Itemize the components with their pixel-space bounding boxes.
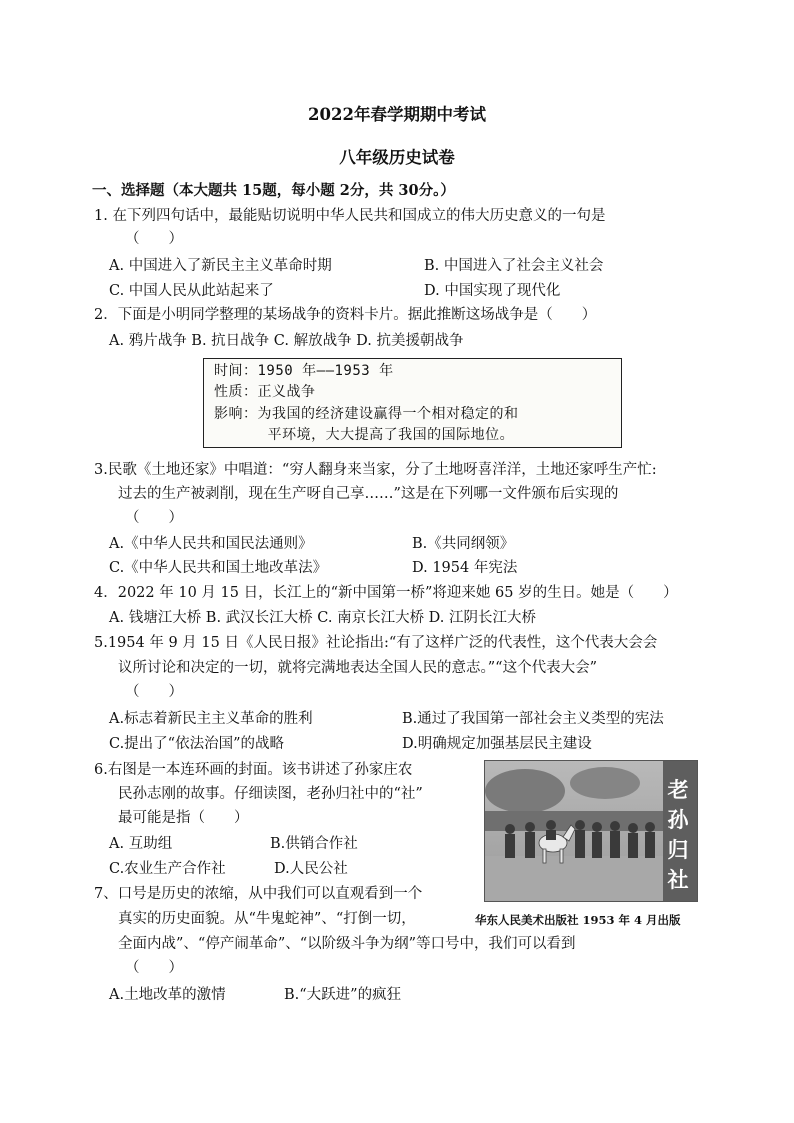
question-1-stem: 1. 在下列四句话中，最能贴切说明中华人民共和国成立的伟大历史意义的一句是	[94, 208, 606, 224]
question-1-option-b: B. 中国进入了社会主义社会	[424, 258, 604, 274]
info-card-nature: 性质：正义战争	[214, 384, 316, 400]
question-3-answer-blank: （ ）	[125, 510, 183, 526]
question-6-option-b: B.供销合作社	[270, 836, 358, 852]
question-3-option-a: A.《中华人民共和国民法通则》	[109, 536, 313, 552]
question-2-stem: 2．下面是小明同学整理的某场战争的资料卡片。据此推断这场战争是（ ）	[94, 307, 597, 323]
question-6-option-a: A. 互助组	[109, 836, 173, 852]
question-7-stem: 7、口号是历史的浓缩，从中我们可以直观看到一个	[94, 886, 423, 902]
question-5-option-b: B.通过了我国第一部社会主义类型的宪法	[402, 711, 664, 727]
question-6-stem: 6.右图是一本连环画的封面。该书讲述了孙家庄农	[94, 762, 413, 778]
question-3-option-c: C.《中华人民共和国土地改革法》	[109, 560, 328, 576]
question-2-options: A. 鸦片战争 B. 抗日战争 C. 解放战争 D. 抗美援朝战争	[109, 333, 464, 349]
question-1-option-a: A. 中国进入了新民主主义革命时期	[109, 258, 332, 274]
question-5-option-a: A.标志着新民主主义革命的胜利	[109, 711, 313, 727]
question-6-stem-cont: 民孙志刚的故事。仔细读图，老孙归社中的“社”	[118, 786, 423, 802]
question-5-stem-cont: 议所讨论和决定的一切，就将完满地表达全国人民的意志。”“这个代表大会”	[118, 660, 597, 676]
info-card-time: 时间：1950 年——1953 年	[214, 363, 394, 379]
question-6-option-c: C.农业生产合作社	[109, 861, 226, 877]
question-1-option-d: D. 中国实现了现代化	[424, 283, 561, 299]
question-3-option-d: D. 1954 年宪法	[412, 560, 518, 576]
info-card	[203, 358, 622, 448]
question-6-stem-cont-2: 最可能是指（ ）	[118, 810, 249, 826]
section-heading: 一、选择题（本大题共 15题，每小题 2分，共 30分。）	[92, 182, 455, 199]
question-3-stem-cont: 过去的生产被剥削，现在生产呀自己享……”这是在下列哪一文件颁布后实现的	[118, 486, 619, 502]
question-7-stem-cont: 真实的历史面貌。从“牛鬼蛇神”、“打倒一切，	[118, 911, 416, 927]
question-7-stem-cont-2: 全面内战”、“停产闹革命”、“以阶级斗争为纲”等口号中，我们可以看到	[118, 936, 576, 952]
exam-title: 2022年春学期期中考试	[308, 105, 486, 124]
exam-subtitle: 八年级历史试卷	[339, 148, 455, 167]
info-card-impact: 影响：为我国的经济建设赢得一个相对稳定的和	[214, 406, 519, 422]
question-7-option-b: B.“大跃进”的疯狂	[284, 987, 402, 1003]
question-3-option-b: B.《共同纲领》	[412, 536, 515, 552]
question-7-answer-blank: （ ）	[125, 960, 183, 976]
question-5-answer-blank: （ ）	[125, 684, 183, 700]
question-1-option-c: C. 中国人民从此站起来了	[109, 283, 274, 299]
question-3-stem: 3.民歌《土地还家》中唱道：“穷人翻身来当家，分了土地呀喜洋洋，土地还家呼生产忙:	[94, 462, 657, 478]
question-5-option-d: D.明确规定加强基层民主建设	[402, 736, 592, 752]
question-6-option-d: D.人民公社	[274, 861, 348, 877]
comic-cover-title: 老 孙 归 社	[667, 777, 689, 892]
info-card-impact-cont: 平环境，大大提高了我国的国际地位。	[214, 427, 515, 443]
question-4-stem: 4．2022 年 10 月 15 日，长江上的“新中国第一桥”将迎来她 65 岁的生日。她是（ ）	[94, 585, 678, 601]
comic-cover-caption: 华东人民美术出版社 1953 年 4 月出版	[475, 913, 681, 927]
question-7-option-a: A.土地改革的激情	[109, 987, 226, 1003]
question-1-answer-blank: （ ）	[125, 231, 183, 247]
question-5-option-c: C.提出了“依法治国”的战略	[109, 736, 285, 752]
comic-cover-image	[484, 760, 698, 902]
question-4-options: A. 钱塘江大桥 B. 武汉长江大桥 C. 南京长江大桥 D. 江阴长江大桥	[109, 610, 537, 626]
question-5-stem: 5.1954 年 9 月 15 日《人民日报》社论指出:“有了这样广泛的代表性，这个代表大会会	[94, 635, 658, 651]
